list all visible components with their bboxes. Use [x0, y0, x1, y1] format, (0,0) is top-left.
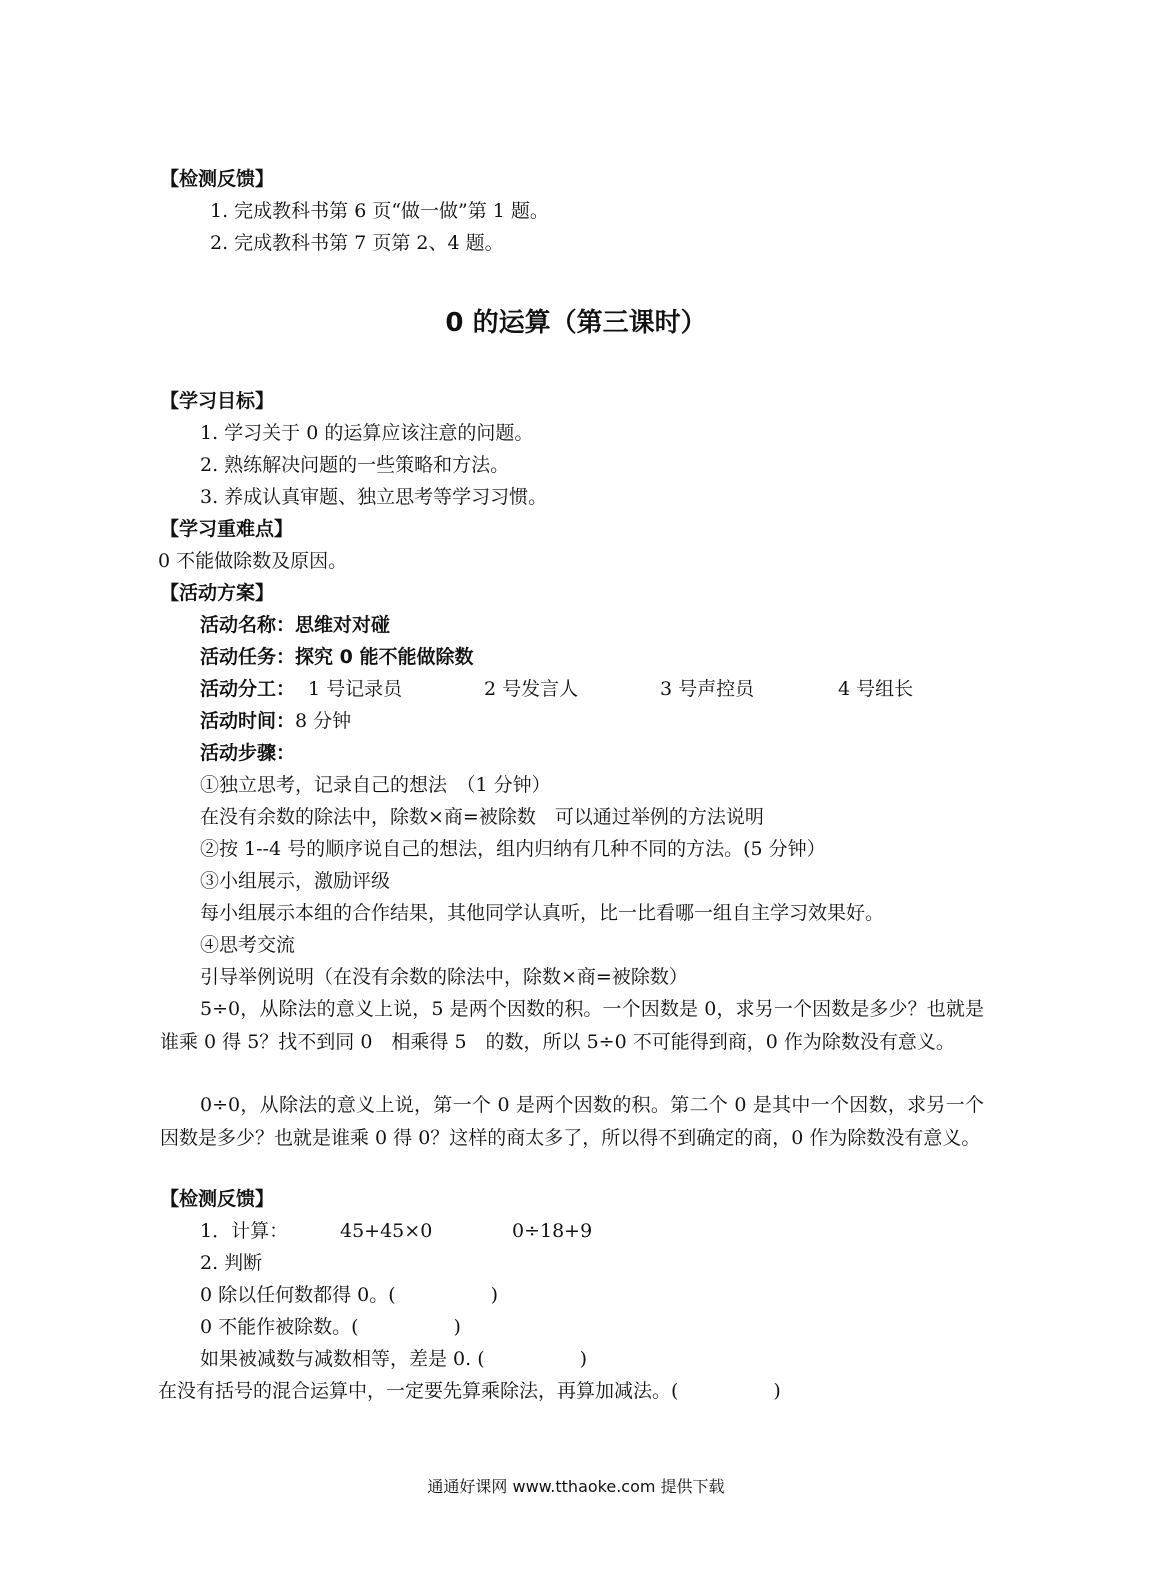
- activity-time-row: [200, 708, 351, 734]
- calc-item-2: 0÷18+9: [512, 1220, 593, 1242]
- judge-item-2: 0 不能作被除数。( ): [200, 1316, 461, 1338]
- step-line-1: ①独立思考，记录自己的想法 （1 分钟）: [200, 774, 551, 796]
- step-line-3: ②按 1--4 号的顺序说自己的想法，组内归纳有几种不同的方法。(5 分钟）: [200, 838, 826, 860]
- activity-roles-row: [200, 676, 295, 702]
- activity-name-label: 活动名称：: [200, 614, 296, 636]
- activity-time-label: 活动时间：: [200, 710, 296, 732]
- calc-item-1: 45+45×0: [340, 1220, 433, 1242]
- explanation-paragraph-2: 0÷0，从除法的意义上说，第一个 0 是两个因数的积。第二个 0 是其中一个因数，求另一个因数是多少？也就是谁乘 0 得 0？这样的商太多了，所以得不到确定的商，0 作为除数没有意义。: [160, 1094, 984, 1149]
- explanation-paragraph-1: 5÷0，从除法的意义上说，5 是两个因数的积。一个因数是 0，求另一个因数是多少？也就是谁乘 0 得 5？找不到同 0 相乘得 5 的数，所以 5÷0 不可能得到商，0 作为除数没有意义。: [160, 998, 984, 1053]
- calc-label: 1．计算：: [200, 1220, 289, 1242]
- feedback-item-1: 1. 完成教科书第 6 页“做一做”第 1 题。: [210, 200, 549, 222]
- activity-steps-label: 活动步骤：: [200, 742, 296, 764]
- judge-item-3: 如果被减数与减数相等，差是 0. ( ): [200, 1348, 588, 1370]
- section-heading-feedback-1: 【检测反馈】: [160, 168, 275, 190]
- role-3: 3 号声控员: [660, 678, 755, 700]
- activity-task-row: [200, 644, 473, 670]
- role-2: 2 号发言人: [484, 678, 579, 700]
- footer-text: 通通好课网 www.tthaoke.com 提供下载: [427, 1477, 725, 1496]
- judge-item-1: 0 除以任何数都得 0。( ): [200, 1284, 499, 1306]
- activity-name-value: 思维对对碰: [295, 614, 391, 636]
- role-1: 1 号记录员: [308, 678, 403, 700]
- section-heading-plan: 【活动方案】: [160, 582, 275, 604]
- judge-item-4: 在没有括号的混合运算中，一定要先算乘除法，再算加减法。( ): [158, 1380, 781, 1402]
- goal-item-2: 2. 熟练解决问题的一些策略和方法。: [200, 454, 510, 476]
- section-heading-goals: 【学习目标】: [160, 390, 275, 412]
- step-line-5: 每小组展示本组的合作结果，其他同学认真听，比一比看哪一组自主学习效果好。: [200, 902, 885, 924]
- feedback-item-2: 2. 完成教科书第 7 页第 2、4 题。: [210, 232, 504, 254]
- step-line-2: 在没有余数的除法中，除数×商=被除数 可以通过举例的方法说明: [200, 806, 764, 828]
- step-line-6: ④思考交流: [200, 934, 296, 956]
- activity-name-row: [200, 612, 390, 638]
- activity-roles-label: 活动分工：: [200, 678, 296, 700]
- goal-item-1: 1. 学习关于 0 的运算应该注意的问题。: [200, 422, 534, 444]
- step-line-7: 引导举例说明（在没有余数的除法中，除数×商=被除数）: [200, 966, 688, 988]
- judge-label: 2. 判断: [200, 1252, 263, 1274]
- section-heading-feedback-2: 【检测反馈】: [160, 1188, 275, 1210]
- activity-time-value: 8 分钟: [295, 710, 352, 732]
- section-heading-key-points: 【学习重难点】: [160, 518, 294, 540]
- goal-item-3: 3. 养成认真审题、独立思考等学习习惯。: [200, 486, 548, 508]
- step-line-4: ③小组展示，激励评级: [200, 870, 391, 892]
- role-4: 4 号组长: [838, 678, 914, 700]
- activity-task-label: 活动任务：: [200, 646, 296, 668]
- activity-task-value: 探究 0 能不能做除数: [295, 646, 474, 668]
- page-title: 0 的运算（第三课时）: [445, 308, 707, 338]
- key-points-text: 0 不能做除数及原因。: [158, 550, 348, 572]
